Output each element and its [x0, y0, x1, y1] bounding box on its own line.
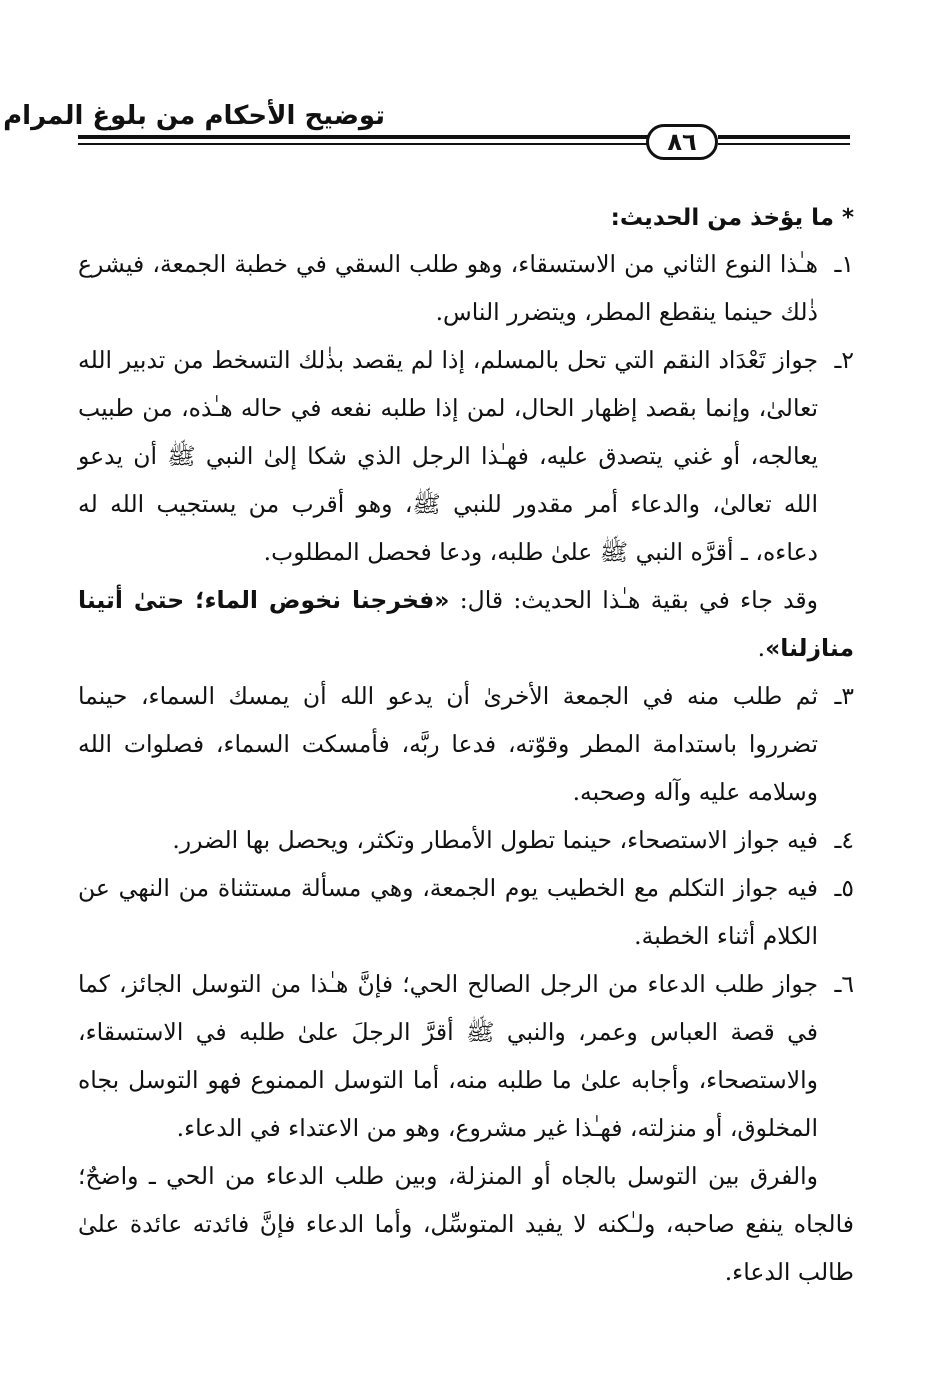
item-text: فيه جواز التكلم مع الخطيب يوم الجمعة، وهي مسألة مستثناة من النهي عن الكلام أثناء الخطبة. — [78, 874, 818, 950]
header-rule-thick — [718, 135, 850, 139]
list-item-1 — [78, 240, 854, 336]
item-number: ٦ـ — [834, 970, 854, 998]
item-text: فيه جواز الاستصحاء، حينما تطول الأمطار وتكثر، ويحصل بها الضرر. — [172, 826, 818, 854]
item-text: ثم طلب منه في الجمعة الأخرىٰ أن يدعو الله أن يمسك السماء، حينما تضرروا باستدامة المطر وقوّته، فدعا ربَّه، فأمسكت السماء، فصلوات الله وسلامه عليه وآله وصحبه. — [78, 682, 818, 806]
header-rule-thick — [78, 135, 648, 139]
hadith-quote: «فخرجنا نخوض الماء؛ حتىٰ أتينا منازلنا» — [78, 586, 854, 662]
item-number: ٣ـ — [834, 682, 854, 710]
item-number: ٢ـ — [834, 346, 854, 374]
continuation-tail: . — [757, 634, 766, 662]
header-rule-right — [718, 135, 850, 151]
header-rule-thin — [78, 143, 648, 145]
item-number: ٥ـ — [834, 874, 854, 902]
continuation-lead: وقد جاء في بقية هـٰذا الحديث: قال: — [449, 586, 819, 614]
list-item-6 — [78, 960, 854, 1152]
item-2-continuation — [78, 576, 854, 672]
item-text: جواز تَعْدَاد النقم التي تحل بالمسلم، إذا لم يقصد بذٰلك التسخط من تدبير الله تعالىٰ، وإنما بقصد إظهار الحال، لمن إذا طلبه نفعه في حاله هـٰذه، من طبيب يعالجه، أو غني يتصدق عليه، فهـٰذا الرجل الذي شكا إلىٰ النبي ﷺ أن يدعو الله تعالىٰ، والدعاء أمر مقدور للنبي ﷺ، وهو أقرب من يستجيب الله له دعاءه، ـ أقرَّه النبي ﷺ علىٰ طلبه، ودعا فحصل المطلوب. — [78, 346, 818, 566]
list-item-2 — [78, 336, 854, 576]
list-item-5 — [78, 864, 854, 960]
list-item-3 — [78, 672, 854, 816]
item-text: هـٰذا النوع الثاني من الاستسقاء، وهو طلب السقي في خطبة الجمعة، فيشرع ذٰلك حينما ينقطع المطر، ويتضرر الناس. — [78, 250, 818, 326]
page-number: ٨٦ — [646, 124, 718, 160]
list-item-4 — [78, 816, 854, 864]
running-title: توضيح الأحكام من بلوغ المرام — [3, 101, 385, 131]
item-6-continuation: والفرق بين التوسل بالجاه أو المنزلة، وبين طلب الدعاء من الحي ـ واضحٌ؛ فالجاه ينفع صاحبه، ولـٰكنه لا يفيد المتوسِّل، وأما الدعاء فإنَّ فائدته عائدة علىٰ طالب الدعاء. — [78, 1162, 854, 1286]
section-heading: * ما يؤخذ من الحديث: — [610, 205, 854, 231]
item-number: ٤ـ — [834, 826, 854, 854]
item-text: جواز طلب الدعاء من الرجل الصالح الحي؛ فإنَّ هـٰذا من التوسل الجائز، كما في قصة العباس وعمر، والنبي ﷺ أقرَّ الرجلَ علىٰ طلبه في الاستسقاء، والاستصحاء، وأجابه علىٰ ما طلبه منه، أما التوسل الممنوع فهو التوسل بجاه المخلوق، أو منزلته، فهـٰذا غير مشروع، وهو من الاعتداء في الدعاء. — [78, 970, 818, 1142]
header-rule-thin — [718, 143, 850, 145]
item-number: ١ـ — [834, 250, 854, 278]
page-content — [78, 196, 854, 1296]
header-rule-left — [78, 135, 648, 151]
